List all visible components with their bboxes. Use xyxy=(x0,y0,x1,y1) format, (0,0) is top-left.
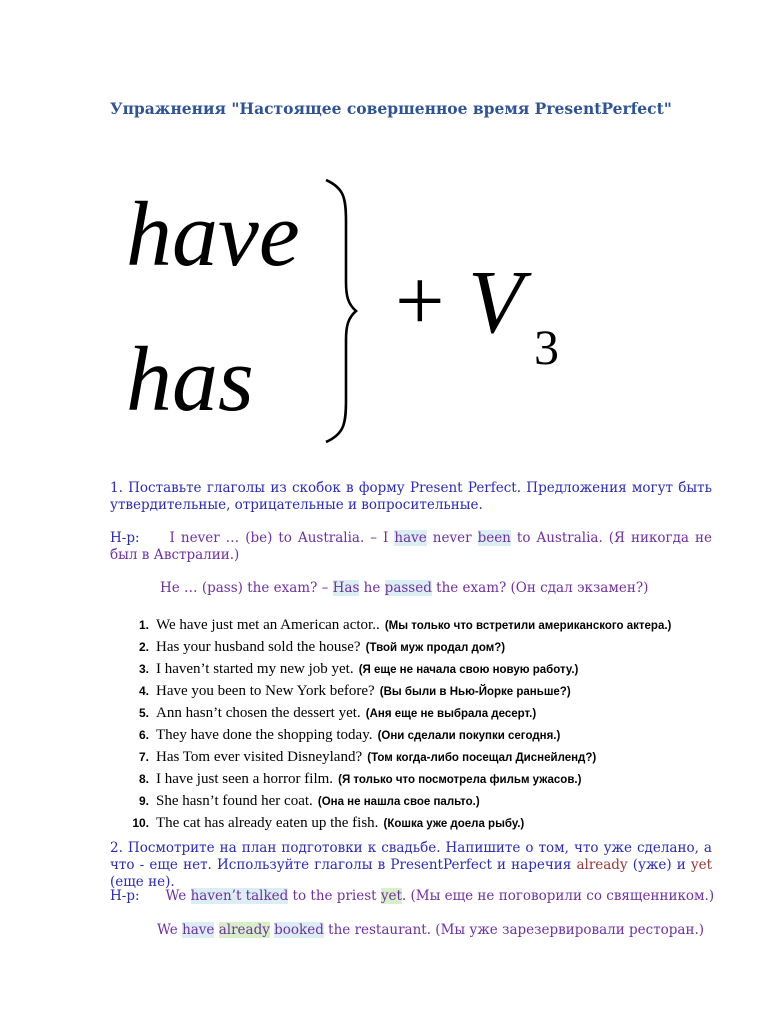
list-item xyxy=(110,790,715,812)
exercise1-example-2 xyxy=(160,580,648,596)
formula-has: has xyxy=(126,328,254,430)
item-translation: (Твой муж продал дом?) xyxy=(365,642,506,654)
item-number: 9. xyxy=(138,794,149,808)
highlight-word: been xyxy=(477,530,511,546)
item-number: 2. xyxy=(138,640,149,654)
item-number: 1. xyxy=(138,618,149,632)
list-item xyxy=(110,680,715,702)
exercise1-example-1 xyxy=(110,530,712,564)
item-number: 6. xyxy=(138,728,149,742)
item-translation: (Вы были в Нью-Йорке раньше?) xyxy=(379,686,571,698)
instruction-text: (еще не). xyxy=(110,874,175,890)
example-text: he xyxy=(359,580,385,596)
list-item xyxy=(110,812,715,834)
instruction-text: 2. Посмотрите на план подготовки к свадьбе. Напишите о том, что уже сделано, а что - еще нет. Используйте глаголы в PresentPerfect и наречия xyxy=(110,840,712,873)
item-number: 3. xyxy=(138,662,149,676)
highlight-word: yet xyxy=(380,888,402,904)
example-text: . (Мы еще не поговорили со священником.) xyxy=(401,888,715,904)
example-label: Н-р: xyxy=(110,888,140,904)
formula-subscript: 3 xyxy=(534,319,559,375)
highlight-word: Has xyxy=(332,580,360,596)
item-english: Has Tom ever visited Disneyland? xyxy=(156,749,363,765)
item-number: 5. xyxy=(138,706,149,720)
item-english: I have just seen a horror film. xyxy=(156,771,334,787)
item-english: She hasn’t found her coat. xyxy=(156,793,313,809)
sentence-list xyxy=(110,614,715,834)
highlight-word: passed xyxy=(384,580,432,596)
item-english: The cat has already eaten up the fish. xyxy=(156,815,379,831)
item-english: Ann hasn’t chosen the dessert yet. xyxy=(156,705,361,721)
example-text: We xyxy=(165,888,191,904)
keyword-yet: yet xyxy=(690,857,712,873)
exercise2-example-1 xyxy=(110,888,715,905)
example-text: We xyxy=(157,922,183,938)
right-brace-icon xyxy=(322,178,358,444)
item-translation: (Они сделали покупки сегодня.) xyxy=(377,730,561,742)
exercise2-example-2 xyxy=(157,922,704,938)
example-text: I never … (be) to Australia. – I xyxy=(169,530,395,546)
item-number: 10. xyxy=(132,816,149,830)
formula-verb: V xyxy=(468,253,523,352)
item-translation: (Я еще не начала свою новую работу.) xyxy=(358,664,579,676)
formula-plus: + xyxy=(395,253,445,350)
item-english: We have just met an American actor.. xyxy=(156,617,380,633)
item-english: They have done the shopping today. xyxy=(156,727,373,743)
item-translation: (Кошка уже доела рыбу.) xyxy=(383,818,525,830)
list-item xyxy=(110,658,715,680)
item-translation: (Она не нашла свое пальто.) xyxy=(317,796,480,808)
item-number: 7. xyxy=(138,750,149,764)
example-text: He … (pass) the exam? – xyxy=(160,580,333,596)
item-translation: (Мы только что встретили американского актера.) xyxy=(384,620,672,632)
list-item xyxy=(110,724,715,746)
instruction-text: (уже) и xyxy=(627,857,691,873)
list-item xyxy=(110,702,715,724)
example-text: the restaurant. (Мы уже зарезервировали ресторан.) xyxy=(323,922,705,938)
list-item xyxy=(110,746,715,768)
highlight-word: already xyxy=(218,922,270,938)
list-item xyxy=(110,614,715,636)
example-text: never xyxy=(426,530,478,546)
highlight-word: booked xyxy=(274,922,324,938)
exercise1-instruction: 1. Поставьте глаголы из скобок в форму Present Perfect. Предложения могут быть утвердительные, отрицательные и вопросительные. xyxy=(110,480,712,513)
item-translation: (Аня еще не выбрала десерт.) xyxy=(365,708,537,720)
item-english: Has your husband sold the house? xyxy=(156,639,361,655)
item-english: Have you been to New York before? xyxy=(156,683,375,699)
list-item xyxy=(110,768,715,790)
item-english: I haven’t started my new job yet. xyxy=(156,661,354,677)
item-translation: (Я только что посмотрела фильм ужасов.) xyxy=(338,774,582,786)
page-title: Упражнения "Настоящее совершенное время PresentPerfect" xyxy=(110,99,672,118)
example-text: to Australia. (Я никогда не был в Австралии.) xyxy=(110,530,712,563)
example-label: Н-р: xyxy=(110,530,140,546)
keyword-already: already xyxy=(576,857,628,873)
highlight-word: have xyxy=(182,922,215,938)
list-item xyxy=(110,636,715,658)
highlight-word: have xyxy=(394,530,427,546)
example-text: to the priest xyxy=(288,888,381,904)
exercise2-instruction xyxy=(110,840,712,891)
item-number: 8. xyxy=(138,772,149,786)
example-text: the exam? (Он сдал экзамен?) xyxy=(431,580,649,596)
item-number: 4. xyxy=(138,684,149,698)
item-translation: (Том когда-либо посещал Диснейленд?) xyxy=(367,752,597,764)
highlight-word: haven’t talked xyxy=(190,888,289,904)
formula-have: have xyxy=(126,183,300,285)
